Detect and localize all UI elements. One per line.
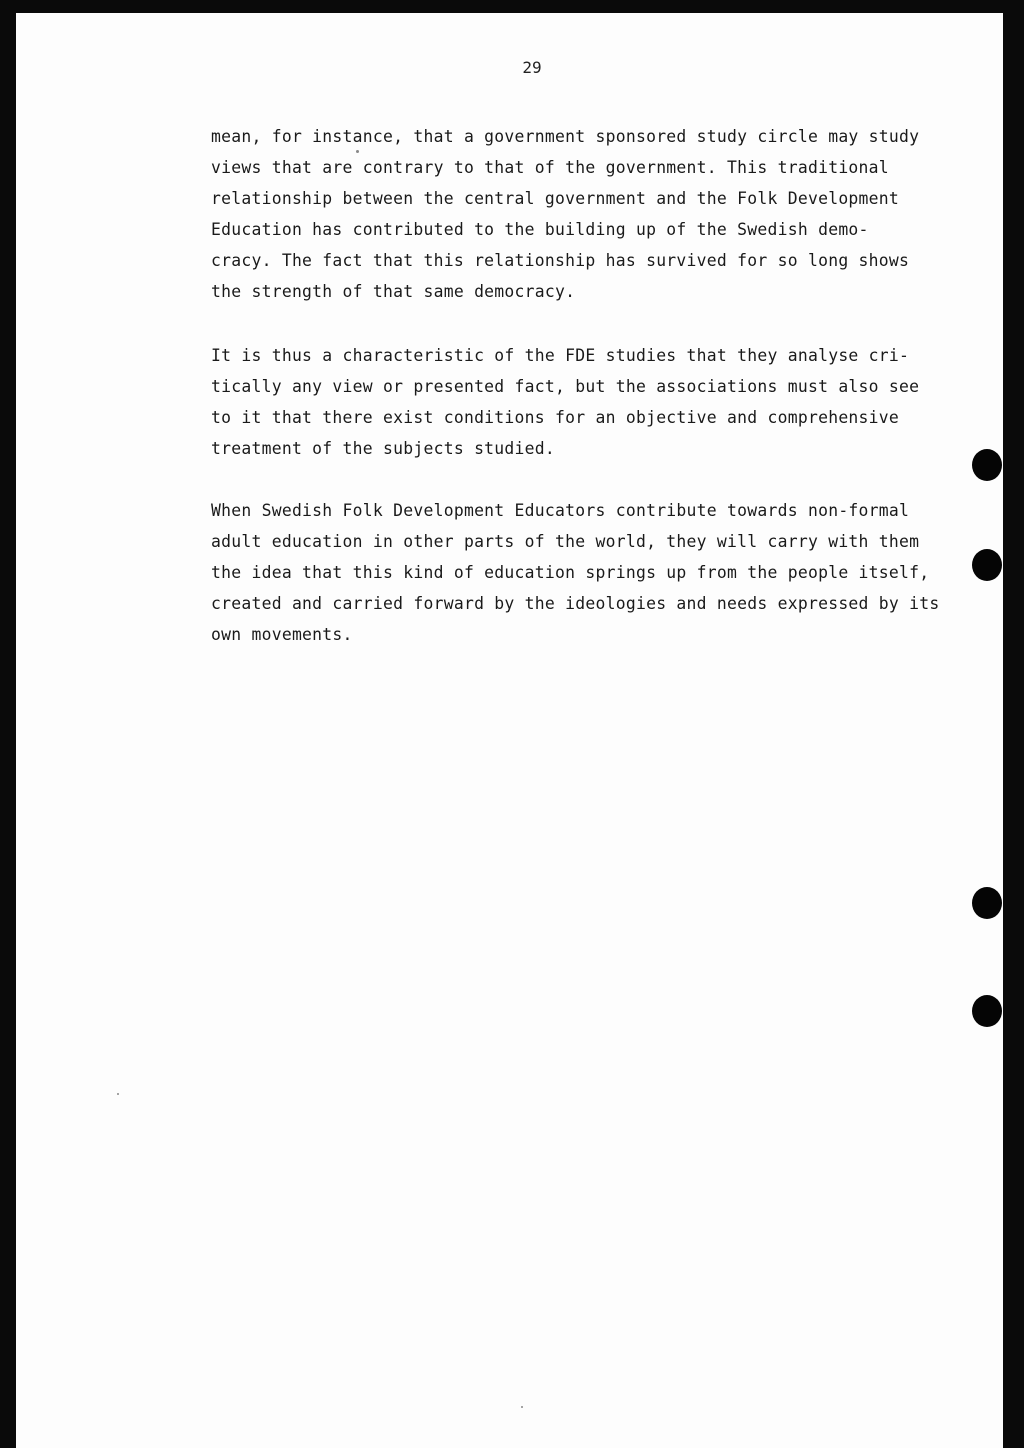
paragraph-line: It is thus a characteristic of the FDE studies that they analyse cri- bbox=[211, 346, 910, 365]
scan-speck bbox=[356, 150, 359, 153]
punch-hole bbox=[972, 887, 1002, 919]
paragraph-line: relationship between the central government and the Folk Development bbox=[211, 189, 900, 209]
paragraph-2 bbox=[211, 340, 981, 464]
scan-speck bbox=[117, 1093, 119, 1095]
punch-hole bbox=[972, 549, 1002, 581]
page-number: 29 bbox=[522, 58, 542, 77]
paragraph-line: treatment of the subjects studied. bbox=[211, 439, 556, 459]
paragraph-line: created and carried forward by the ideologies and needs expressed by its bbox=[211, 594, 940, 614]
paragraph-line: tically any view or presented fact, but the associations must also see bbox=[211, 377, 920, 397]
scan-speck bbox=[521, 1406, 523, 1408]
scan-left-border bbox=[0, 0, 16, 1448]
punch-hole bbox=[972, 995, 1002, 1027]
paragraph-line: the idea that this kind of education springs up from the people itself, bbox=[211, 563, 930, 583]
scan-right-border bbox=[1003, 0, 1024, 1448]
paragraph-1 bbox=[211, 121, 981, 308]
paragraph-line: Education has contributed to the building up of the Swedish demo- bbox=[211, 220, 869, 240]
paragraph-line: own movements. bbox=[211, 625, 353, 645]
paragraph-line: When Swedish Folk Development Educators contribute towards non-formal bbox=[211, 501, 910, 520]
paragraph-line: views that are contrary to that of the government. This traditional bbox=[211, 158, 889, 178]
punch-hole bbox=[972, 449, 1002, 481]
paragraph-line: to it that there exist conditions for an objective and comprehensive bbox=[211, 408, 900, 428]
paragraph-line: cracy. The fact that this relationship has survived for so long shows bbox=[211, 251, 910, 271]
paragraph-line: adult education in other parts of the world, they will carry with them bbox=[211, 532, 920, 552]
paragraph-line: mean, for instance, that a government sponsored study circle may study bbox=[211, 127, 920, 146]
paragraph-line: the strength of that same democracy. bbox=[211, 282, 576, 302]
scan-top-border bbox=[0, 0, 1024, 13]
paragraph-3 bbox=[211, 495, 981, 650]
